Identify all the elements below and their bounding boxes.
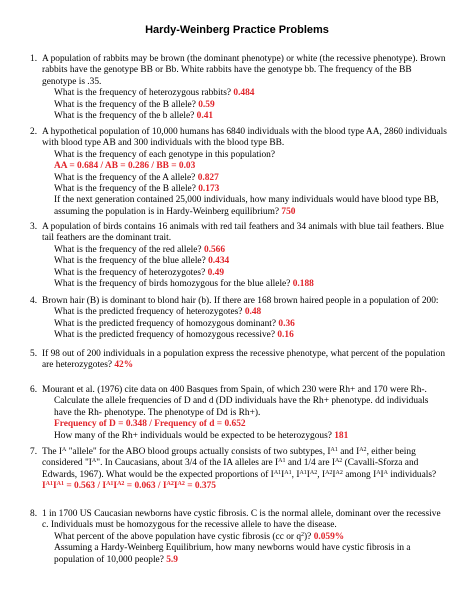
- question-text: If 98 out of 200 individuals in a population express the recessive phenotype, what percent of the population are heterozygotes? 42%: [42, 349, 446, 371]
- answer: 5.9: [166, 554, 178, 565]
- sub-question: What is the predicted frequency of homozygous recessive? 0.16: [54, 330, 294, 341]
- question-2: [30, 127, 448, 218]
- sub-question: How many of the Rh+ individuals would be expected to be heterozygous? 181: [54, 430, 349, 441]
- answer: 0.48: [244, 307, 262, 318]
- sub-question: What is the frequency of heterozygous rabbits? 0.484: [54, 88, 255, 99]
- answer: AA = 0.684 / AB = 0.286 / BB = 0.03: [54, 161, 196, 172]
- question-text: A hypothetical population of 10,000 humans has 6840 individuals with the blood type AA, 2860 individuals with blood type AB and 300 individuals with the blood type BB.: [42, 127, 447, 149]
- question-number: 6.: [30, 385, 38, 395]
- question-text: Brown hair (B) is dominant to blond hair (b). If there are 168 brown haired people in a population of 200:: [42, 296, 439, 306]
- sub-question: What is the frequency of birds homozygous for the blue allele? 0.188: [54, 279, 314, 290]
- answer: 0.059%: [313, 531, 345, 542]
- question-number: 3.: [30, 222, 38, 232]
- sub-question: What percent of the above population have cystic fibrosis (cc or $q^2$)? 0.059%: [54, 531, 345, 542]
- question-number: 4.: [30, 296, 38, 306]
- sub-question: What is the frequency of the blue allele? 0.434: [54, 256, 230, 267]
- answer: 181: [334, 430, 349, 441]
- sub-question: What is the predicted frequency of homozygous dominant? 0.36: [54, 318, 295, 329]
- question-text: 1 in 1700 US Caucasian newborns have cystic fibrosis. C is the normal allele, dominant over the recessive c. Individuals must be homozygous for the recessive allele to have the disease.: [42, 509, 441, 531]
- question-6: [30, 385, 448, 442]
- question-7: [30, 447, 448, 493]
- sub-question: What is the frequency of the A allele? 0.827: [54, 172, 219, 183]
- answer: 0.566: [203, 244, 226, 255]
- sub-question: What is the frequency of heterozygotes? 0.49: [54, 267, 224, 278]
- question-1: [30, 54, 448, 122]
- answer: 0.16: [277, 330, 294, 341]
- question-text: A population of rabbits may be brown (the dominant phenotype) or white (the recessive phenotype). Brown rabbits have the genotype BB or Bb. White rabbits have the genotype bb. The frequency of the BB genotype is .35.: [42, 54, 446, 87]
- sub-question: What is the frequency of each genotype in this population?: [54, 149, 276, 160]
- sub-question: What is the predicted frequency of heterozygotes? 0.48: [54, 307, 262, 318]
- question-3: [30, 222, 448, 290]
- answer: 0.188: [292, 279, 314, 290]
- sub-question: What is the frequency of the B allele? 0.59: [54, 99, 215, 110]
- sub-question: What is the frequency of the red allele? 0.566: [54, 244, 226, 255]
- sub-question: Assuming a Hardy-Weinberg Equilibrium, how many newborns would have cystic fibrosis in a population of 10,000 people? 5.9: [54, 543, 411, 565]
- question-number: 1.: [30, 54, 38, 64]
- question-4: [30, 296, 448, 342]
- answer: 0.827: [197, 172, 219, 183]
- question-number: 5.: [30, 349, 38, 359]
- answer: 0.59: [198, 99, 215, 110]
- question-8: [30, 509, 448, 566]
- answer: 42%: [114, 360, 134, 371]
- sub-question: What is the frequency of the B allele? 0.173: [54, 184, 220, 195]
- question-text: The $I^A$ "allele" for the ABO blood groups actually consists of two subtypes, $I^{A1}$ and $I^{A2}$, either being considered "$I^A$". In Caucasians, about 3/4 of the IA alleles are $I^{A1}$ and 1/4 are $I^{A2}$ (Cavalli-Sforza and Edwards, 1967). What would be the expected proportions of $I^{A1}I^{A1}$, $I^{A1}I^{A2}$, $I^{A2}I^{A2}$ among $I^AI^A$ individuals?: [42, 447, 437, 480]
- sub-question: If the next generation contained 25,000 individuals, how many individuals would have blood type BB, assuming the population is in Hardy-Weinberg equilibrium? 750: [54, 195, 439, 217]
- answer: 0.36: [278, 318, 295, 329]
- answer: 0.173: [198, 184, 220, 195]
- question-text: Mourant et al. (1976) cite data on 400 Basques from Spain, of which 230 were Rh+ and 170 were Rh-.: [42, 385, 427, 395]
- answer: 0.49: [207, 267, 224, 278]
- answer: 0.484: [233, 88, 255, 99]
- sub-question: What is the frequency of the b allele? 0.41: [54, 111, 214, 122]
- question-number: 8.: [30, 509, 38, 519]
- question-number: 2.: [30, 127, 38, 137]
- sub-question: Calculate the allele frequencies of D and d (DD individuals have the Rh+ phenotype. dd individuals have the Rh- phenotype. The phenotype of Dd is Rh+).: [54, 396, 429, 418]
- answer: 750: [281, 206, 296, 217]
- answer: 0.434: [208, 256, 230, 267]
- answer: 0.41: [196, 111, 214, 122]
- answer: $I^{A1}I^{A1} = 0.563 / I^{A1}I^{A2} = 0.063 / I^{A2}I^{A2} = 0.375$: [42, 481, 216, 492]
- question-text: A population of birds contains 16 animals with red tail feathers and 34 animals with blue tail feathers. Blue tail feathers are the dominant trait.: [42, 222, 444, 244]
- question-number: 7.: [30, 447, 38, 457]
- question-5: [30, 349, 448, 372]
- page-title: Hardy-Weinberg Practice Problems: [145, 24, 329, 36]
- answer: Frequency of D = 0.348 / Frequency of d = 0.652: [54, 419, 246, 430]
